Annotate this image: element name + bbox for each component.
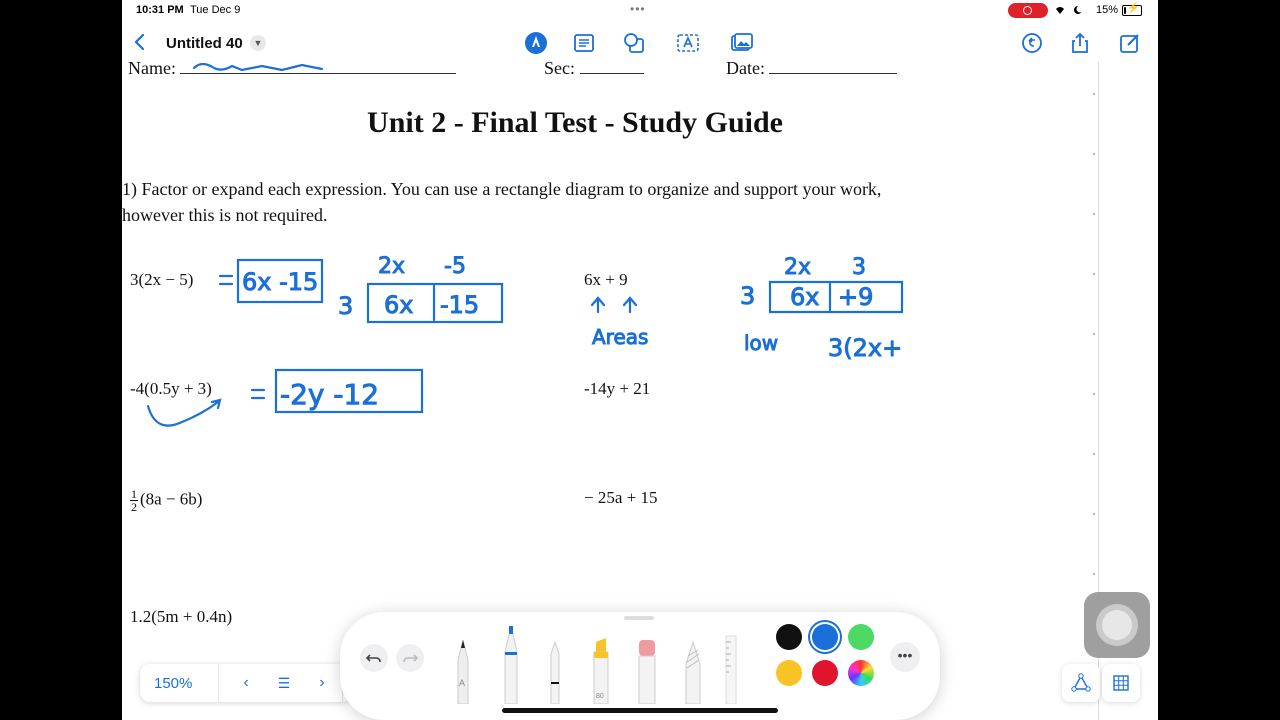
sec-label: Sec: [544, 58, 575, 78]
assistive-touch-button[interactable] [1084, 592, 1150, 658]
arrow-up-icon [624, 298, 636, 312]
question-1-line-2: however this is not required. [122, 205, 328, 225]
equals-sign [220, 276, 232, 284]
lasso-tool[interactable] [682, 612, 704, 704]
pen-mode-icon[interactable] [524, 31, 548, 55]
shapes-icon[interactable] [622, 31, 646, 55]
edit-icon[interactable] [1118, 31, 1142, 55]
page-navigation-bar [140, 664, 352, 702]
redo-icon [396, 644, 424, 672]
pen-tool-label: A [459, 678, 466, 688]
expression-4: -14y + 21 [584, 379, 651, 398]
more-options-icon[interactable]: ••• [890, 642, 920, 672]
back-chevron-icon[interactable] [132, 32, 148, 52]
status-time: 10:31 PM [136, 4, 184, 16]
battery-icon [1122, 5, 1142, 16]
image-icon[interactable] [730, 31, 754, 55]
name-signature [194, 64, 322, 70]
status-date: Tue Dec 9 [190, 4, 241, 16]
wifi-moon-icons [1054, 4, 1094, 19]
areas-label: Areas [592, 325, 649, 349]
document-title[interactable]: Untitled 40 [166, 35, 243, 52]
scroll-indicator[interactable] [1092, 90, 1096, 630]
color-blue[interactable] [812, 624, 838, 650]
expression-6: − 25a + 15 [584, 488, 658, 507]
chevron-down-icon[interactable]: ▼ [250, 35, 266, 51]
note-left: low [744, 331, 779, 355]
box2-top-right: 3 [852, 255, 866, 280]
battery-level [1124, 7, 1126, 14]
box2-cell-2: +9 [838, 283, 874, 311]
grid-icon [1102, 664, 1140, 702]
next-page-icon[interactable]: › [319, 674, 325, 691]
box2-top-left: 2x [784, 255, 812, 280]
box1-side: 3 [338, 292, 354, 320]
zoom-level[interactable]: 150% [154, 675, 193, 692]
undo-history-icon[interactable] [1020, 31, 1044, 55]
expression-7: 1.2(5m + 0.4n) [130, 607, 233, 626]
question-1-line-1: 1) Factor or expand each expression. You can use a rectangle diagram to organize and support your work, [122, 179, 882, 199]
pen-palette [340, 612, 940, 720]
redo-button[interactable] [396, 644, 424, 672]
box1-cell-1: 6x [384, 291, 414, 319]
text-box-icon[interactable] [572, 31, 596, 55]
multitasking-dots-icon[interactable]: ••• [630, 2, 646, 16]
answer-2-text: -2y -12 [280, 378, 380, 411]
color-green[interactable] [848, 624, 874, 650]
screen-recording-icon[interactable] [1008, 3, 1048, 18]
highlighter-label: 80 [596, 693, 604, 700]
home-indicator[interactable] [502, 708, 778, 713]
fountain-pen-tool[interactable] [544, 612, 566, 704]
box1-top-left: 2x [378, 254, 406, 279]
undo-icon [360, 644, 388, 672]
ruler-tool[interactable] [724, 612, 738, 704]
fine-liner-tool[interactable] [500, 612, 522, 704]
fraction-denominator: 2 [131, 500, 137, 514]
wifi-icon [1054, 4, 1094, 16]
divider [218, 664, 219, 702]
previous-page-icon[interactable]: ‹ [243, 674, 249, 691]
shape-tool-button[interactable] [1062, 664, 1100, 702]
color-picker-icon[interactable] [848, 660, 874, 686]
text-recognition-icon[interactable] [676, 31, 700, 55]
name-label: Name: [128, 58, 176, 78]
fraction-numerator: 1 [131, 487, 137, 501]
shape-nodes-icon [1062, 664, 1100, 702]
date-label: Date: [726, 58, 765, 78]
charging-bolt-icon: ⚡ [1127, 3, 1140, 14]
expression-1: 3(2x − 5) [130, 270, 194, 289]
battery-percent: 15% [1096, 4, 1119, 16]
grid-view-button[interactable] [1102, 664, 1140, 702]
page-list-icon[interactable]: ☰ [277, 675, 291, 691]
box2-cell-1: 6x [790, 283, 820, 311]
arrow-up-icon [592, 298, 604, 312]
page-title: Unit 2 - Final Test - Study Guide [367, 106, 783, 139]
box2-side: 3 [740, 282, 756, 310]
color-red[interactable] [812, 660, 838, 686]
share-icon[interactable] [1068, 31, 1092, 55]
expression-2: 6x + 9 [584, 270, 628, 289]
undo-button[interactable] [360, 644, 388, 672]
expression-5-body: (8a − 6b) [140, 489, 203, 509]
box1-top-right: -5 [444, 254, 466, 279]
ipad-screen [122, 0, 1158, 720]
app-toolbar [122, 24, 1158, 62]
eraser-tool[interactable] [636, 612, 658, 704]
expression-3: -4(0.5y + 3) [130, 379, 212, 398]
highlighter-tool[interactable] [590, 612, 612, 704]
box1-cell-2: -15 [440, 291, 480, 319]
note-right: 3(2x+ [828, 334, 903, 362]
color-black[interactable] [776, 624, 802, 650]
distribute-arrow [148, 400, 220, 426]
equals-sign-2 [252, 390, 264, 398]
color-yellow[interactable] [776, 660, 802, 686]
status-bar [122, 0, 1158, 22]
pen-tool[interactable] [452, 612, 474, 704]
answer-1-text: 6x -15 [242, 268, 319, 296]
